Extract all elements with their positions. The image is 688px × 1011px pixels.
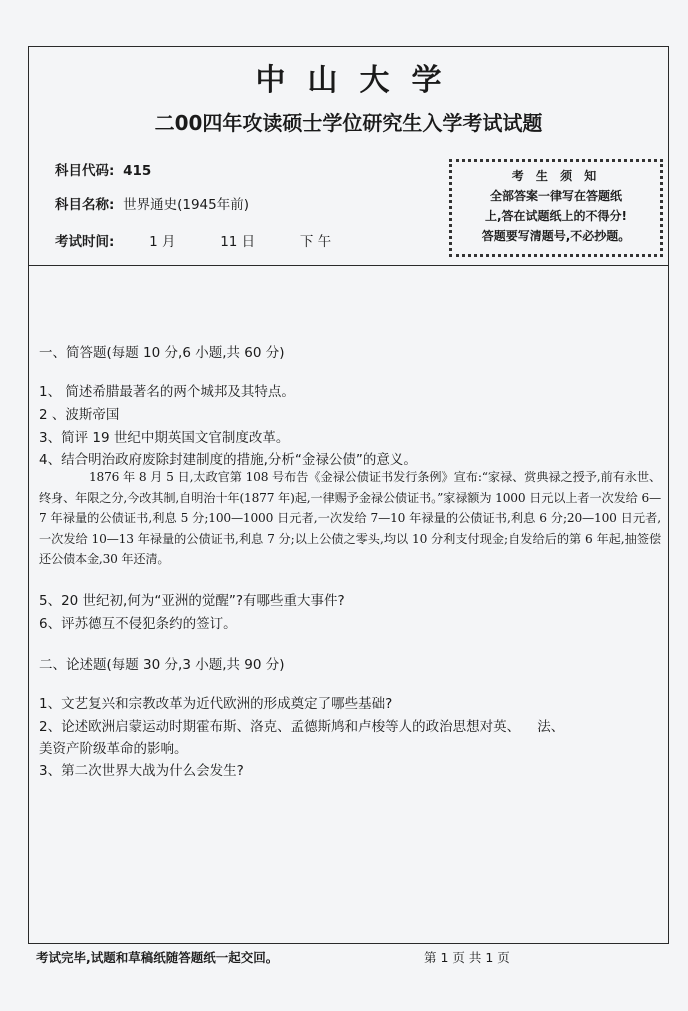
section-1-question-2: 2 、波斯帝国 [39,407,120,423]
section-2-question-1: 1、文艺复兴和宗教改革为近代欧洲的形成奠定了哪些基础? [39,696,393,712]
candidate-notice-box [449,159,663,257]
section-1-question-4-passage: 1876 年 8 月 5 日,太政官第 108 号布告《金禄公债证书发行条例》宣布:“家禄、赏典禄之授予,前有永世、终身、年限之分,今改其制,自明治十年(1877 年)起,一律赐予金禄公债证书。”家禄额为 1000 日元以上者一次发给 6—7 年禄量的公债证书,利息 5 分;100—1000 日元者,一次发给 7—10 年禄量的公债证书,利息 6 分;20—100 日元者,一次发给 10—13 年禄量的公债证书,利息 7 分;以上公债之零头,均以 10 分利支付现金;自发给后的第 6 年起,抽签偿还公债本金,30 年还清。 [39,470,661,566]
exam-time-day: 11 日 [220,234,256,250]
university-title: 中山大学 [255,63,464,98]
section-2-question-2-line-1: 2、论述欧洲启蒙运动时期霍布斯、洛克、孟德斯鸠和卢梭等人的政治思想对英、 法、 [39,719,565,735]
exam-time-month: 1 月 [149,234,176,250]
footer-instruction: 考试完毕,试题和草稿纸随答题纸一起交回。 [36,950,279,965]
section-1-question-4: 4、结合明治政府废除封建制度的措施,分析“金禄公债”的意义。 [39,452,417,468]
footer-page-number: 第 1 页 共 1 页 [424,950,510,965]
section-1-question-6: 6、评苏德互不侵犯条约的签订。 [39,616,237,632]
notice-title: 考 生 须 知 [511,169,601,183]
section-1-question-5: 5、20 世纪初,何为“亚洲的觉醒”?有哪些重大事件? [39,593,345,609]
subject-code [55,159,151,179]
exam-time [55,230,331,250]
section-2-question-2-line-2: 美资产阶级革命的影响。 [39,741,188,757]
subject-name-value: 世界通史(1945年前) [123,197,249,213]
exam-time-label: 考试时间: [55,234,115,250]
subject-code-label: 科目代码: [55,163,115,179]
exam-title: 二00四年攻读硕士学位研究生入学考试试题 [154,111,543,135]
exam-sheet [28,46,669,944]
section-1-question-1: 1、 简述希腊最著名的两个城邦及其特点。 [39,384,295,400]
subject-code-value: 415 [123,163,152,179]
section-1-question-3: 3、简评 19 世纪中期英国文官制度改革。 [39,430,290,446]
section-2-heading: 二、论述题(每题 30 分,3 小题,共 90 分) [39,657,285,673]
subject-name-label: 科目名称: [55,197,115,213]
subject-name [55,193,249,213]
notice-line-2: 上,答在试题纸上的不得分! [484,209,628,223]
section-2-question-3: 3、第二次世界大战为什么会发生? [39,763,244,779]
section-1-heading: 一、简答题(每题 10 分,6 小题,共 60 分) [39,345,285,361]
notice-line-3: 答题要写清题号,不必抄题。 [481,229,631,243]
exam-time-session: 下 午 [299,234,332,250]
notice-line-1: 全部答案一律写在答题纸 [489,189,622,203]
header-divider [29,265,668,266]
